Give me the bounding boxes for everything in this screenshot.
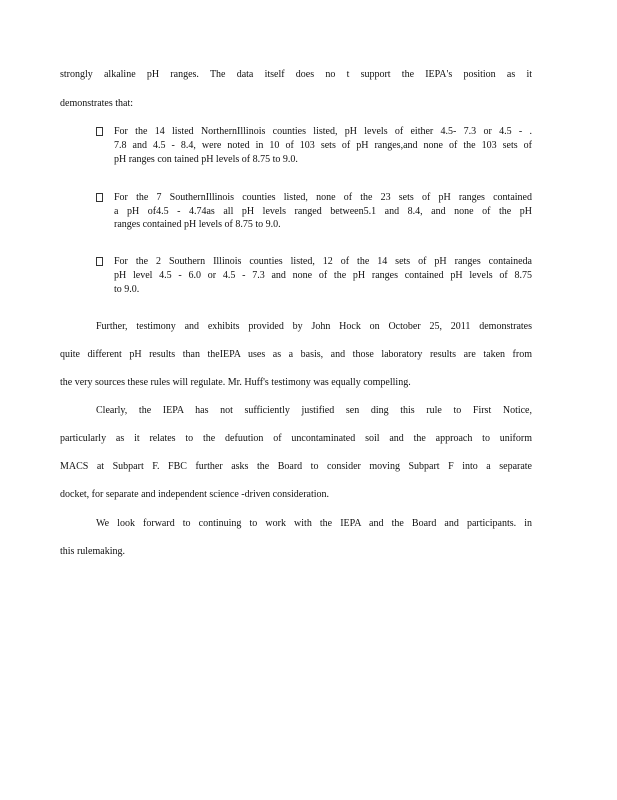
intro-line-1: strongly alkaline pH ranges. The data itself does no t support the IEPA's position as it xyxy=(60,69,532,80)
bullet-1-line-3: pH ranges con tained pH levels of 8.75 to 9.0. xyxy=(114,154,298,165)
bullet-2-line-2: a pH of4.5 - 4.74as all pH levels ranged between5.1 and 8.4, and none of the pH xyxy=(114,206,532,217)
bullet-2-line-3: ranges contained pH levels of 8.75 to 9.0. xyxy=(114,219,281,230)
bullet-1-line-2: 7.8 and 4.5 - 8.4, were noted in 10 of 103 sets of pH ranges,and none of the 103 sets of xyxy=(114,140,532,151)
paragraph-2-line-1: Clearly, the IEPA has not sufficiently justified sen ding this rule to First Notice, xyxy=(96,405,532,416)
bullet-icon xyxy=(96,256,104,266)
paragraph-2-line-3: MACS at Subpart F. FBC further asks the Board to consider moving Subpart F into a separate xyxy=(60,461,532,472)
paragraph-3-line-1: We look forward to continuing to work with the IEPA and the Board and participants. in xyxy=(96,518,532,529)
paragraph-1-line-3: the very sources these rules will regulate. Mr. Huff's testimony was equally compelling. xyxy=(60,377,411,388)
intro-line-2: demonstrates that: xyxy=(60,98,134,109)
bullet-3-line-1: For the 2 Southern Illinois counties listed, 12 of the 14 sets of pH ranges containeda xyxy=(114,256,532,267)
paragraph-3-line-2: this rulemaking. xyxy=(60,546,125,557)
bullet-icon xyxy=(96,192,104,202)
bullet-3-line-2: pH level 4.5 - 6.0 or 4.5 - 7.3 and none of the pH ranges contained pH levels of 8.75 xyxy=(114,270,532,281)
paragraph-2-line-4: docket, for separate and independent science -driven consideration. xyxy=(60,489,330,500)
bullet-icon xyxy=(96,126,104,136)
bullet-1-line-1: For the 14 listed NorthernIllinois counties listed, pH levels of either 4.5- 7.3 or 4.5 - . xyxy=(114,126,532,137)
bullet-3-line-3: to 9.0. xyxy=(114,284,140,295)
paragraph-2-line-2: particularly as it relates to the defuution of uncontaminated soil and the approach to uniform xyxy=(60,433,532,444)
bullet-2-line-1: For the 7 SouthernIllinois counties listed, none of the 23 sets of pH ranges contained xyxy=(114,192,532,203)
paragraph-1-line-2: quite different pH results than theIEPA uses as a basis, and those laboratory results are taken from xyxy=(60,349,532,360)
paragraph-1-line-1: Further, testimony and exhibits provided by John Hock on October 25, 2011 demonstrates xyxy=(96,321,532,332)
